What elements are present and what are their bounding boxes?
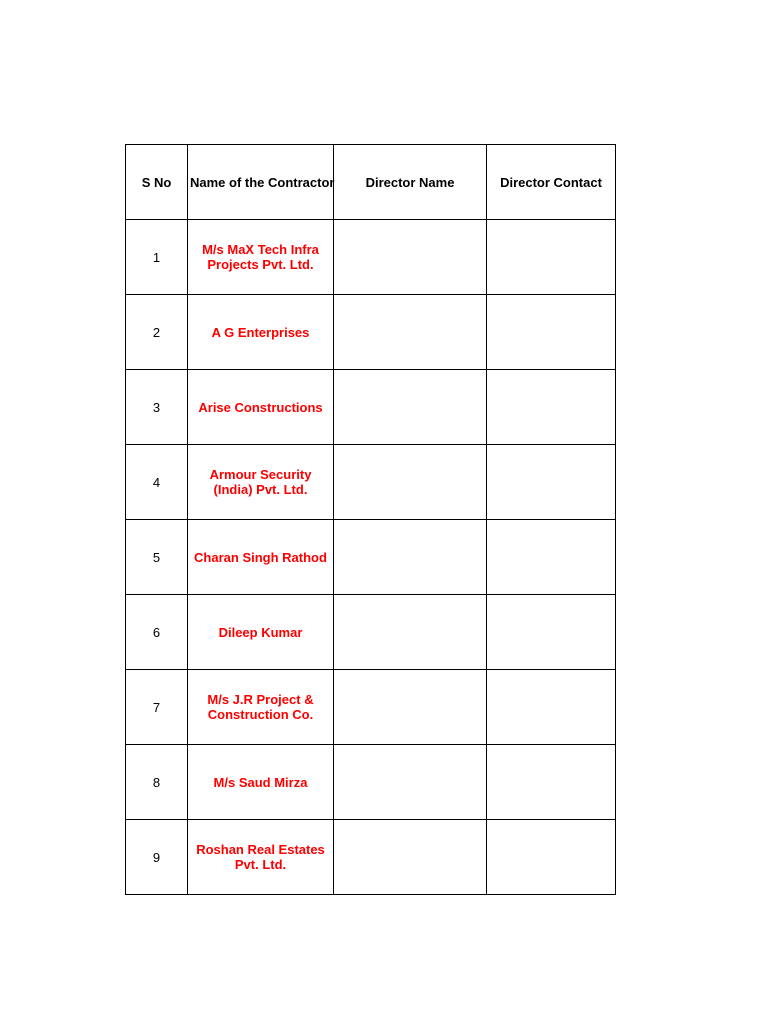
cell-director-contact	[487, 295, 616, 370]
cell-director-contact	[487, 820, 616, 895]
cell-director-name	[334, 220, 487, 295]
contractors-table	[125, 144, 616, 895]
cell-director-name	[334, 445, 487, 520]
table-row	[126, 670, 616, 745]
table-row	[126, 595, 616, 670]
cell-sno: 5	[126, 520, 188, 595]
cell-director-contact	[487, 445, 616, 520]
table-row	[126, 745, 616, 820]
cell-director-name	[334, 370, 487, 445]
cell-director-name	[334, 820, 487, 895]
cell-contractor-name: M/s MaX Tech Infra Projects Pvt. Ltd.	[188, 220, 334, 295]
cell-director-name	[334, 520, 487, 595]
table-row	[126, 520, 616, 595]
header-sno: S No	[126, 145, 188, 220]
cell-contractor-name: Roshan Real Estates Pvt. Ltd.	[188, 820, 334, 895]
cell-director-contact	[487, 595, 616, 670]
cell-sno: 2	[126, 295, 188, 370]
cell-director-name	[334, 670, 487, 745]
cell-contractor-name: Arise Constructions	[188, 370, 334, 445]
cell-contractor-name: A G Enterprises	[188, 295, 334, 370]
cell-director-name	[334, 745, 487, 820]
cell-sno: 3	[126, 370, 188, 445]
cell-director-name	[334, 295, 487, 370]
cell-director-name	[334, 595, 487, 670]
table-row	[126, 820, 616, 895]
cell-sno: 8	[126, 745, 188, 820]
header-director-contact: Director Contact	[487, 145, 616, 220]
cell-director-contact	[487, 370, 616, 445]
table-row	[126, 370, 616, 445]
header-contractor-name: Name of the Contractor	[188, 145, 334, 220]
table-row	[126, 445, 616, 520]
cell-contractor-name: Charan Singh Rathod	[188, 520, 334, 595]
cell-sno: 1	[126, 220, 188, 295]
cell-contractor-name: M/s J.R Project & Construction Co.	[188, 670, 334, 745]
cell-contractor-name: Dileep Kumar	[188, 595, 334, 670]
cell-sno: 9	[126, 820, 188, 895]
table-header-row	[126, 145, 616, 220]
cell-contractor-name: Armour Security (India) Pvt. Ltd.	[188, 445, 334, 520]
cell-sno: 4	[126, 445, 188, 520]
header-director-name: Director Name	[334, 145, 487, 220]
cell-contractor-name: M/s Saud Mirza	[188, 745, 334, 820]
cell-director-contact	[487, 745, 616, 820]
cell-sno: 6	[126, 595, 188, 670]
cell-director-contact	[487, 670, 616, 745]
table-row	[126, 220, 616, 295]
cell-director-contact	[487, 220, 616, 295]
cell-sno: 7	[126, 670, 188, 745]
table-row	[126, 295, 616, 370]
cell-director-contact	[487, 520, 616, 595]
